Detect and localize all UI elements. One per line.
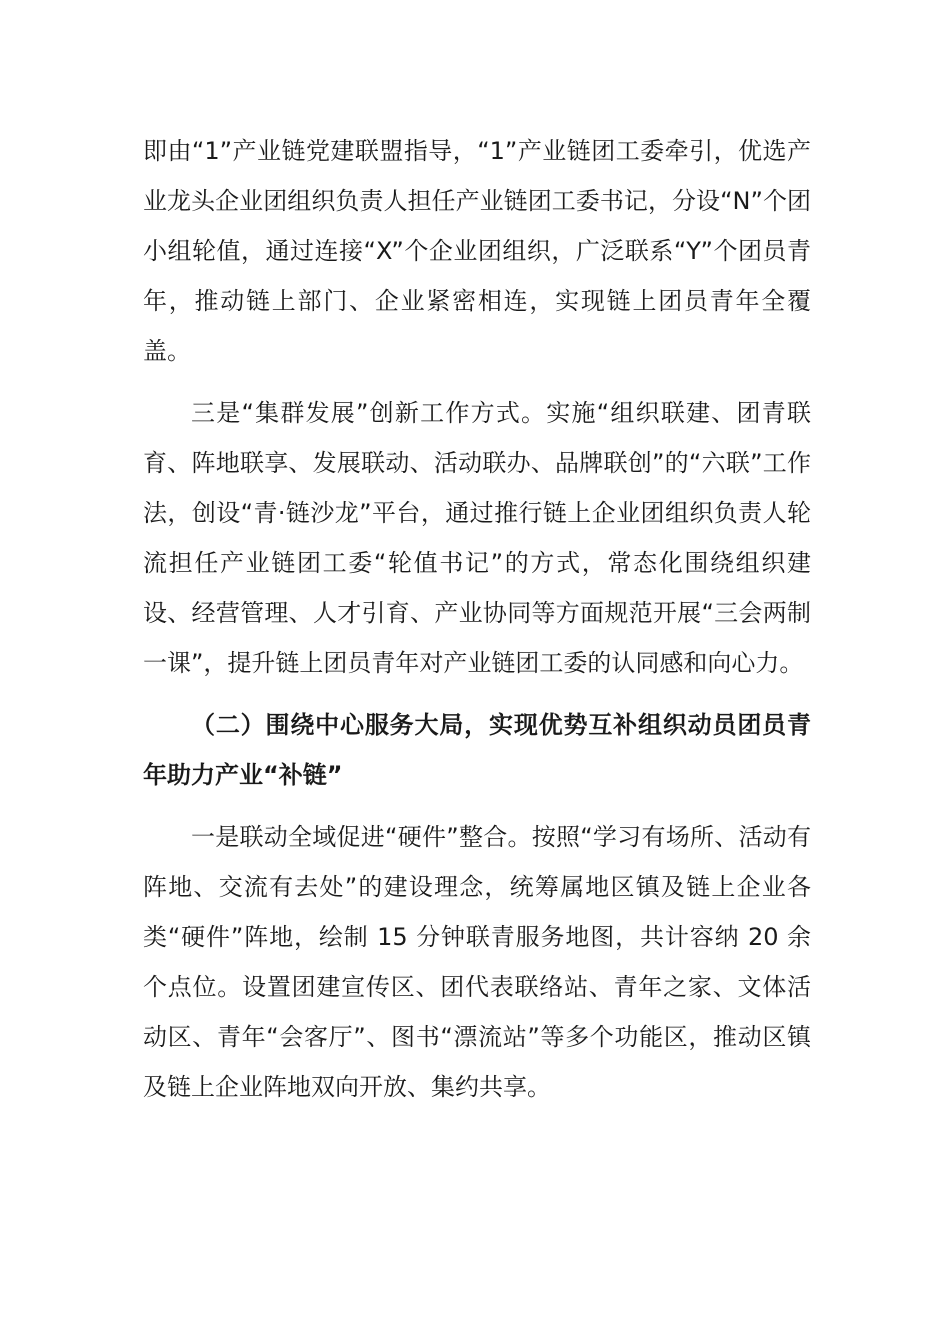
paragraph-cluster-development: 三是“集群发展”创新工作方式。实施“组织联建、团青联育、阵地联享、发展联动、活动联办、品牌联创”的“六联”工作法，创设“青·链沙龙”平台，通过推行链上企业团组织负责人轮流担任产业链团工委“轮值书记”的方式，常态化围绕组织建设、经营管理、人才引育、产业协同等方面规范开展“三会两制一课”，提升链上团员青年对产业链团工委的认同感和向心力。 — [143, 399, 811, 677]
document-body — [143, 126, 811, 1112]
paragraph-hardware-integration: 一是联动全域促进“硬件”整合。按照“学习有场所、活动有阵地、交流有去处”的建设理念，统筹属地区镇及链上企业各类“硬件”阵地，绘制 15 分钟联青服务地图，共计容纳 20 余个点位。设置团建宣传区、团代表联络站、青年之家、文体活动区、青年“会客厅”、图书“漂流站”等多个功能区，推动区镇及链上企业阵地双向开放、集约共享。 — [143, 823, 811, 1101]
paragraph-continuation: 即由“1”产业链党建联盟指导，“1”产业链团工委牵引，优选产业龙头企业团组织负责人担任产业链团工委书记，分设“N”个团小组轮值，通过连接“X”个企业团组织，广泛联系“Y”个团员青年，推动链上部门、企业紧密相连，实现链上团员青年全覆盖。 — [143, 137, 811, 365]
section-heading: （二）围绕中心服务大局，实现优势互补组织动员团员青年助力产业“补链” — [143, 711, 811, 789]
